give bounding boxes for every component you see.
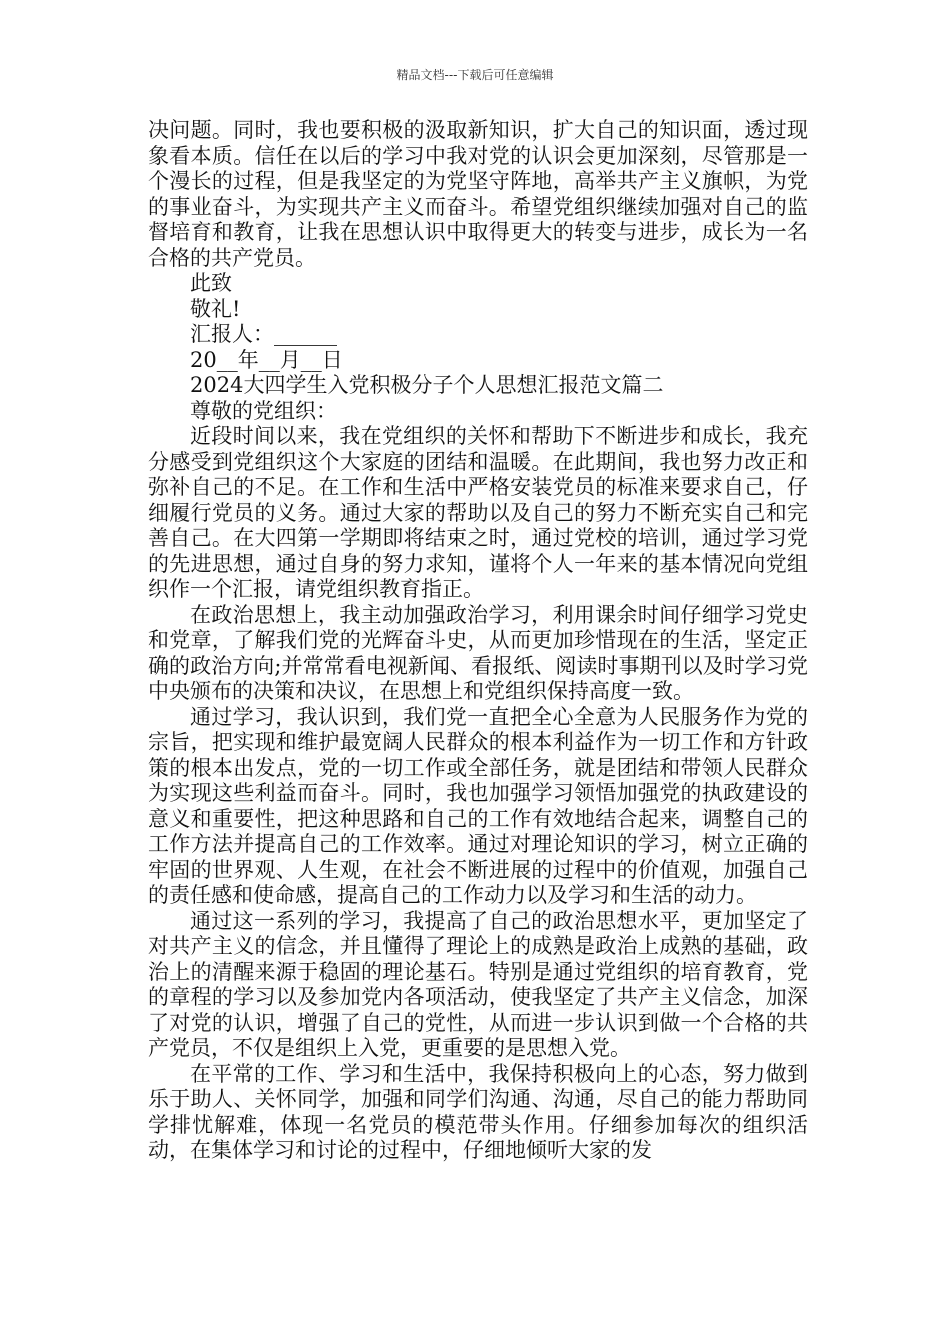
- document-body: [148, 118, 808, 1164]
- paragraph: 在平常的工作、学习和生活中，我保持积极向上的心态，努力做到乐于助人、关怀同学，加强和同学们沟通、沟通，尽自己的能力帮助同学排忧解难，体现一名党员的模范带头作用。仔细参加每次的组织活动，在集体学习和讨论的过程中，仔细地倾听大家的发: [148, 1061, 808, 1162]
- paragraph: 近段时间以来，我在党组织的关怀和帮助下不断进步和成长，我充分感受到党组织这个大家庭的团结和温暖。在此期间，我也努力改正和弥补自己的不足。在工作和生活中严格安装党员的标准来要求自己，仔细履行党员的义务。通过大家的帮助以及自己的努力不断充实自己和完善自己。在大四第一学期即将结束之时，通过党校的培训，通过学习党的先进思想，通过自身的努力求知，谨将个人一年来的基本情况向党组织作一个汇报，请党组织教育指正。: [148, 424, 808, 601]
- salutation: 尊敬的党组织：: [190, 398, 337, 423]
- section-title: 2024大四学生入党积极分子个人思想汇报范文篇二: [190, 373, 664, 397]
- paragraph: 通过学习，我认识到，我们党一直把全心全意为人民服务作为党的宗旨，把实现和维护最宽阔人民群众的根本利益作为一切工作和方针政策的根本出发点，党的一切工作或全部任务，就是团结和带领人民群众为实现这些利益而奋斗。同时，我也加强学习领悟加强党的执政建设的意义和重要性，把这种思路和自己的工作有效地结合起来，调整自己的工作方法并提高自己的工作效率。通过对理论知识的学习，树立正确的牢固的世界观、人生观，在社会不断进展的过程中的价值观，加强自己的责任感和使命感，提高自己的工作动力以及学习和生活的动力。: [148, 704, 808, 907]
- date-line: 20__年__月__日: [190, 347, 343, 372]
- closing-line-2: 敬礼!: [190, 296, 241, 321]
- paragraph: 在政治思想上，我主动加强政治学习，利用课余时间仔细学习党史和党章，了解我们党的光辉奋斗史，从而更加珍惜现在的生活，坚定正确的政治方向;并常常看电视新闻、看报纸、阅读时事期刊以及时学习党中央颁布的决策和决议，在思想上和党组织保持高度一致。: [148, 602, 808, 703]
- paragraph: 通过这一系列的学习，我提高了自己的政治思想水平，更加坚定了对共产主义的信念，并且懂得了理论上的成熟是政治上成熟的基础，政治上的清醒来源于稳固的理论基石。特别是通过党组织的培育教育，党的章程的学习以及参加党内各项活动，使我坚定了共产主义信念，加深了对党的认识，增强了自己的党性，从而进一步认识到做一个合格的共产党员，不仅是组织上入党，更重要的是思想入党。: [148, 908, 808, 1060]
- page-header: 精品文档---下载后可任意编辑: [396, 68, 554, 82]
- paragraph-continued: 决问题。同时，我也要积极的汲取新知识，扩大自己的知识面，透过现象看本质。信任在以后的学习中我对党的认识会更加深刻，尽管那是一个漫长的过程，但是我坚定的为党坚守阵地，高举共产主义旗帜，为党的事业奋斗，为实现共产主义而奋斗。希望党组织继续加强对自己的监督培育和教育，让我在思想认识中取得更大的转变与进步，成长为一名合格的共产党员。: [148, 118, 808, 270]
- reporter-line: 汇报人：______: [190, 322, 337, 346]
- closing-line-1: 此致: [190, 271, 232, 295]
